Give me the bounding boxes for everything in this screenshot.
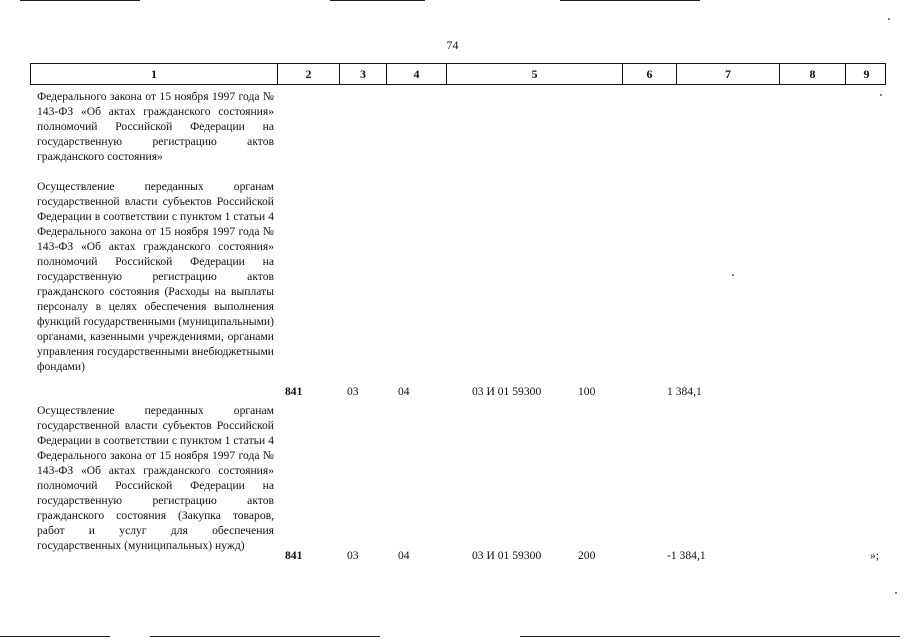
column-header-4: 4 (386, 64, 446, 84)
continued-description: Федерального закона от 15 ноября 1997 года № 143-ФЗ «Об актах гражданского состояния» полномочий Российской Федерации на государственную регистрацию актов гражданского состояния» (37, 90, 274, 163)
row-ministry-code: 841 (285, 385, 303, 398)
row-target-article: 03 И 01 59300 (472, 385, 542, 398)
scan-edge-bottom-left (0, 636, 110, 637)
scan-edge-bottom-mid (150, 636, 380, 637)
row-section-code: 03 (347, 549, 359, 562)
row-expense-type: 100 (578, 385, 596, 398)
scan-edge-top-mid (330, 0, 425, 1)
row-description: Осуществление переданных органам государственной власти субъектов Российской Федерации в соответствии с пунктом 1 статьи 4 Федерального закона от 15 ноября 1997 года № 143-ФЗ «Об актах гражданского состояния» полномочий Российской Федерации на государственную регистрацию актов гражданского состояния (Закупка товаров, работ и услуг для обеспечения государственных (муниципальных) нужд) (37, 404, 274, 552)
column-header-3: 3 (339, 64, 386, 84)
column-header-8: 8 (779, 64, 845, 84)
row-amount: -1 384,1 (667, 549, 706, 562)
table-header-row (30, 63, 886, 85)
column-header-6: 6 (622, 64, 676, 84)
scan-edge-top-left (20, 0, 140, 1)
scan-speck (732, 274, 734, 276)
row-target-article: 03 И 01 59300 (472, 549, 542, 562)
column-header-1: 1 (151, 66, 157, 81)
row-description: Осуществление переданных органам государственной власти субъектов Российской Федерации в соответствии с пунктом 1 статьи 4 Федерального закона от 15 ноября 1997 года № 143-ФЗ «Об актах гражданского состояния» полномочий Российской Федерации на государственную регистрацию актов гражданского состояния (Расходы на выплаты персоналу в целях обеспечения выполнения функций государственными (муниципальными) органами, казенными учреждениями, органами управления государственными внебюджетными фондами) (37, 180, 274, 373)
row-amount: 1 384,1 (667, 385, 702, 398)
row-expense-type: 200 (578, 549, 596, 562)
scan-edge-top-right (560, 0, 700, 1)
row-subsection-code: 04 (398, 385, 410, 398)
row-subsection-code: 04 (398, 549, 410, 562)
scan-speck (880, 94, 882, 96)
column-header-2: 2 (277, 64, 339, 84)
row-section-code: 03 (347, 385, 359, 398)
column-header-5: 5 (446, 64, 622, 84)
row-ministry-code: 841 (285, 549, 303, 562)
closing-quote-mark: »; (870, 549, 880, 562)
scan-speck (895, 592, 897, 594)
page-number: 74 (446, 38, 459, 52)
scan-speck (888, 18, 890, 20)
scan-edge-bottom-right (520, 636, 900, 637)
column-header-7: 7 (676, 64, 779, 84)
column-header-9: 9 (845, 64, 887, 84)
